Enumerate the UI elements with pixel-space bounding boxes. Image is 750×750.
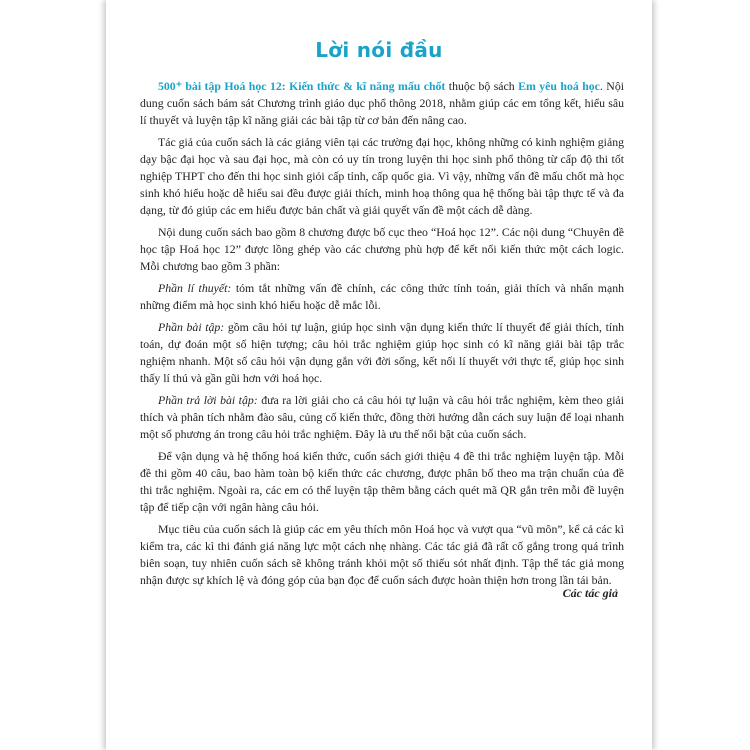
part-answers <box>140 392 624 443</box>
book-title: 500⁺ bài tập Hoá học 12: Kiến thức & kĩ năng mấu chốt <box>158 79 446 93</box>
part-exercises-label: Phần bài tập: <box>158 320 225 334</box>
part-answers-label: Phần trả lời bài tập: <box>158 393 258 407</box>
part-exercises <box>140 319 624 387</box>
part-theory-label: Phần lí thuyết: <box>158 281 232 295</box>
structure-paragraph: Nội dung cuốn sách bao gồm 8 chương được bố cục theo “Hoá học 12”. Các nội dung “Chuyên đề học tập Hoá học 12” được lồng ghép vào các chương phù hợp để kết nối kiến thức một cách logic. Mỗi chương bao gồm 3 phần: <box>140 225 624 273</box>
part-exercises-text: gồm câu hỏi tự luận, giúp học sinh vận dụng kiến thức lí thuyết để giải thích, tính toán, dự đoán một số hiện tượng; câu hỏi trắc nghiệm giúp học sinh có kĩ năng giải bài tập trắc nghiệm nhanh. Một số câu hỏi vận dụng gắn với đời sống, kết nối lí thuyết với thực tế, giúp học sinh thấy lí thú và gần gũi hơn với hoá học. <box>140 320 624 385</box>
part-theory-text: tóm tắt những vấn đề chính, các công thức tính toán, giải thích và nhấn mạnh những điểm mà học sinh khó hiểu hoặc dễ mắc lỗi. <box>140 281 624 312</box>
intro-mid: thuộc bộ sách <box>445 79 519 93</box>
book-page <box>106 0 652 750</box>
tests-paragraph: Để vận dụng và hệ thống hoá kiến thức, cuốn sách giới thiệu 4 đề thi trắc nghiệm luyện tập. Mỗi đề thi gồm 40 câu, bao hàm toàn bộ kiến thức các chương, được phân bố theo ma trận chuẩn của đề thi trắc nghiệm. Ngoài ra, các em có thể luyện tập thêm bằng cách quét mã QR gắn trên mỗi đề luyện tập để tiếp cận với ngân hàng câu hỏi. <box>140 449 624 514</box>
page-title: Lời nói đầu <box>315 38 443 62</box>
part-answers-text: đưa ra lời giải cho cả câu hỏi tự luận và câu hỏi trắc nghiệm, kèm theo giải thích và phân tích nhằm đào sâu, củng cố kiến thức, đồng thời hướng dẫn cách suy luận để loại nhanh một số phương án trong câu hỏi trắc nghiệm. Đây là ưu thế nổi bật của cuốn sách. <box>140 393 624 441</box>
intro-rest: . Nội dung cuốn sách bám sát Chương trình giáo dục phổ thông 2018, nhằm giúp các em tổng kết, hiểu sâu lí thuyết và luyện tập kĩ năng giải các bài tập từ cơ bản đến nâng cao. <box>140 79 624 127</box>
authors-paragraph: Tác giả của cuốn sách là các giảng viên tại các trường đại học, không những có kinh nghiệm giảng dạy bậc đại học và sau đại học, mà còn có uy tín trong luyện thi học sinh phổ thông từ cấp độ thi tốt nghiệp THPT cho đến thi học sinh giỏi cấp tỉnh, cấp quốc gia. Vì vậy, những vấn đề mấu chốt mà học sinh khó hiểu hoặc dễ hiểu sai đều được giải thích, minh hoạ thông qua hệ thống bài tập thực tế và đa dạng, từ đó giúp các em hiểu được bản chất và giải quyết vấn đề một cách dễ dàng. <box>140 135 624 217</box>
goal-paragraph: Mục tiêu của cuốn sách là giúp các em yêu thích môn Hoá học và vượt qua “vũ môn”, kể cả các kì kiểm tra, các kì thi đánh giá năng lực một cách nhẹ nhàng. Các tác giả đã rất cố gắng trong quá trình biên soạn, tuy nhiên cuốn sách sẽ không tránh khỏi một số thiếu sót nhất định. Tập thể tác giả mong nhận được sự khích lệ và đóng góp của bạn đọc để cuốn sách được hoàn thiện hơn trong lần tái bản. <box>140 522 624 587</box>
preface-body <box>140 78 624 594</box>
signature: Các tác giả <box>562 586 618 600</box>
series-name: Em yêu hoá học <box>518 79 600 93</box>
part-theory <box>140 280 624 314</box>
intro-paragraph <box>140 78 624 129</box>
